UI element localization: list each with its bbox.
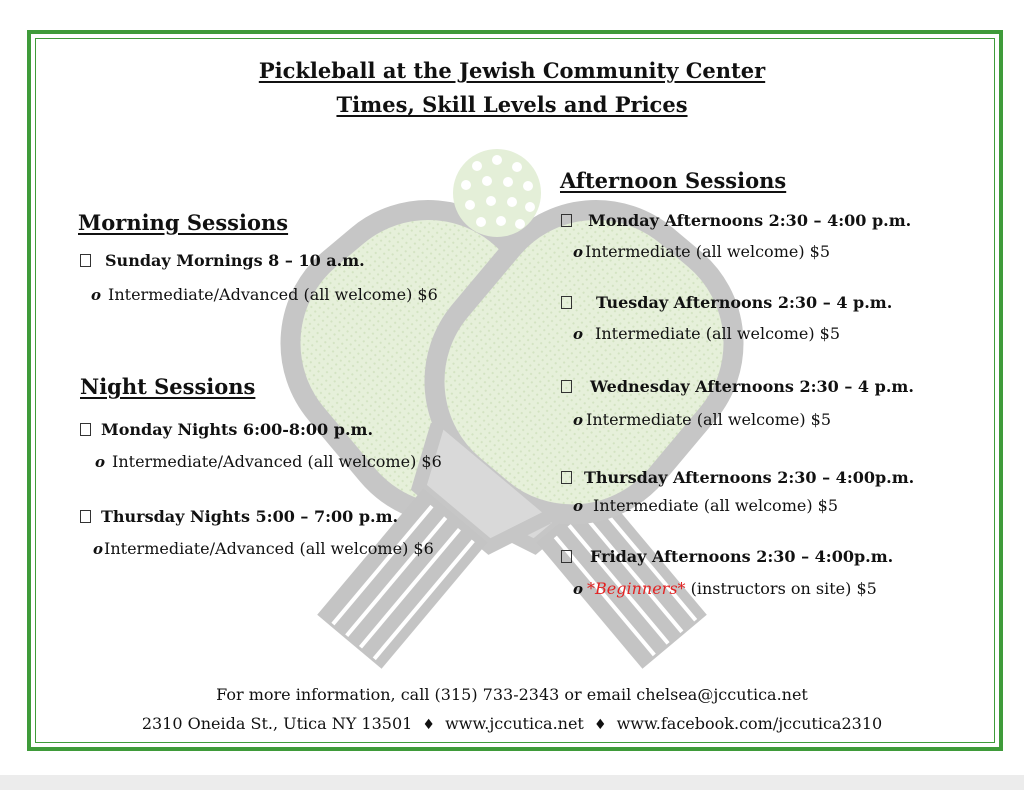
- detail-thursday-afternoon: o Intermediate (all welcome) $5: [573, 496, 839, 515]
- bullet-icon: o: [91, 286, 102, 304]
- checkbox-icon: [561, 380, 572, 393]
- bullet-icon: o: [573, 411, 584, 429]
- bullet-icon: o: [95, 453, 106, 471]
- detail-monday-night: o Intermediate/Advanced (all welcome) $6: [95, 452, 442, 471]
- footer-address: 2310 Oneida St., Utica NY 13501: [141, 714, 413, 733]
- detail-sunday-morning: o Intermediate/Advanced (all welcome) $6: [91, 285, 438, 304]
- session-wednesday-afternoon: Wednesday Afternoons 2:30 – 4 p.m.: [561, 377, 914, 396]
- footer-contact-line: For more information, call (315) 733-2343 or email chelsea@jccutica.net: [216, 685, 808, 704]
- checkbox-icon: [561, 550, 572, 563]
- checkbox-icon: [561, 296, 572, 309]
- session-sunday-morning: Sunday Mornings 8 – 10 a.m.: [80, 251, 365, 270]
- bullet-icon: o: [93, 540, 104, 558]
- night-sessions-heading: Night Sessions: [80, 374, 256, 399]
- session-monday-afternoon: Monday Afternoons 2:30 – 4:00 p.m.: [561, 211, 911, 230]
- beginners-highlight: *Beginners*: [587, 579, 686, 598]
- checkbox-icon: [80, 423, 91, 436]
- detail-thursday-night: oIntermediate/Advanced (all welcome) $6: [93, 539, 434, 558]
- bullet-icon: o: [573, 243, 584, 261]
- afternoon-sessions-heading: Afternoon Sessions: [560, 168, 787, 193]
- session-friday-afternoon: Friday Afternoons 2:30 – 4:00p.m.: [561, 547, 893, 566]
- detail-wednesday-afternoon: o Intermediate (all welcome) $5: [573, 410, 832, 429]
- bullet-icon: o: [573, 497, 584, 515]
- diamond-separator-icon: ♦: [593, 717, 607, 733]
- checkbox-icon: [80, 510, 91, 523]
- footer-website-link[interactable]: www.jccutica.net: [445, 714, 584, 733]
- footer-address-line: [0, 714, 1024, 733]
- bullet-icon: o: [573, 325, 584, 343]
- checkbox-icon: [80, 254, 91, 267]
- morning-sessions-heading: Morning Sessions: [78, 210, 289, 235]
- footer-facebook-link[interactable]: www.facebook.com/jccutica2310: [616, 714, 883, 733]
- session-thursday-afternoon: Thursday Afternoons 2:30 – 4:00p.m.: [561, 468, 914, 487]
- detail-monday-afternoon: o Intermediate (all welcome) $5: [573, 242, 831, 261]
- checkbox-icon: [561, 471, 572, 484]
- bullet-icon: o: [573, 580, 584, 598]
- diamond-separator-icon: ♦: [422, 717, 435, 733]
- page-subtitle: Times, Skill Levels and Prices: [336, 92, 688, 117]
- detail-tuesday-afternoon: o Intermediate (all welcome) $5: [573, 324, 841, 343]
- page-title: Pickleball at the Jewish Community Center: [258, 58, 766, 83]
- checkbox-icon: [561, 214, 572, 227]
- detail-friday-afternoon: o *Beginners* (instructors on site) $5: [573, 579, 877, 598]
- session-tuesday-afternoon: Tuesday Afternoons 2:30 – 4 p.m.: [561, 293, 892, 312]
- session-monday-night: Monday Nights 6:00-8:00 p.m.: [80, 420, 373, 439]
- session-thursday-night: Thursday Nights 5:00 – 7:00 p.m.: [80, 507, 398, 526]
